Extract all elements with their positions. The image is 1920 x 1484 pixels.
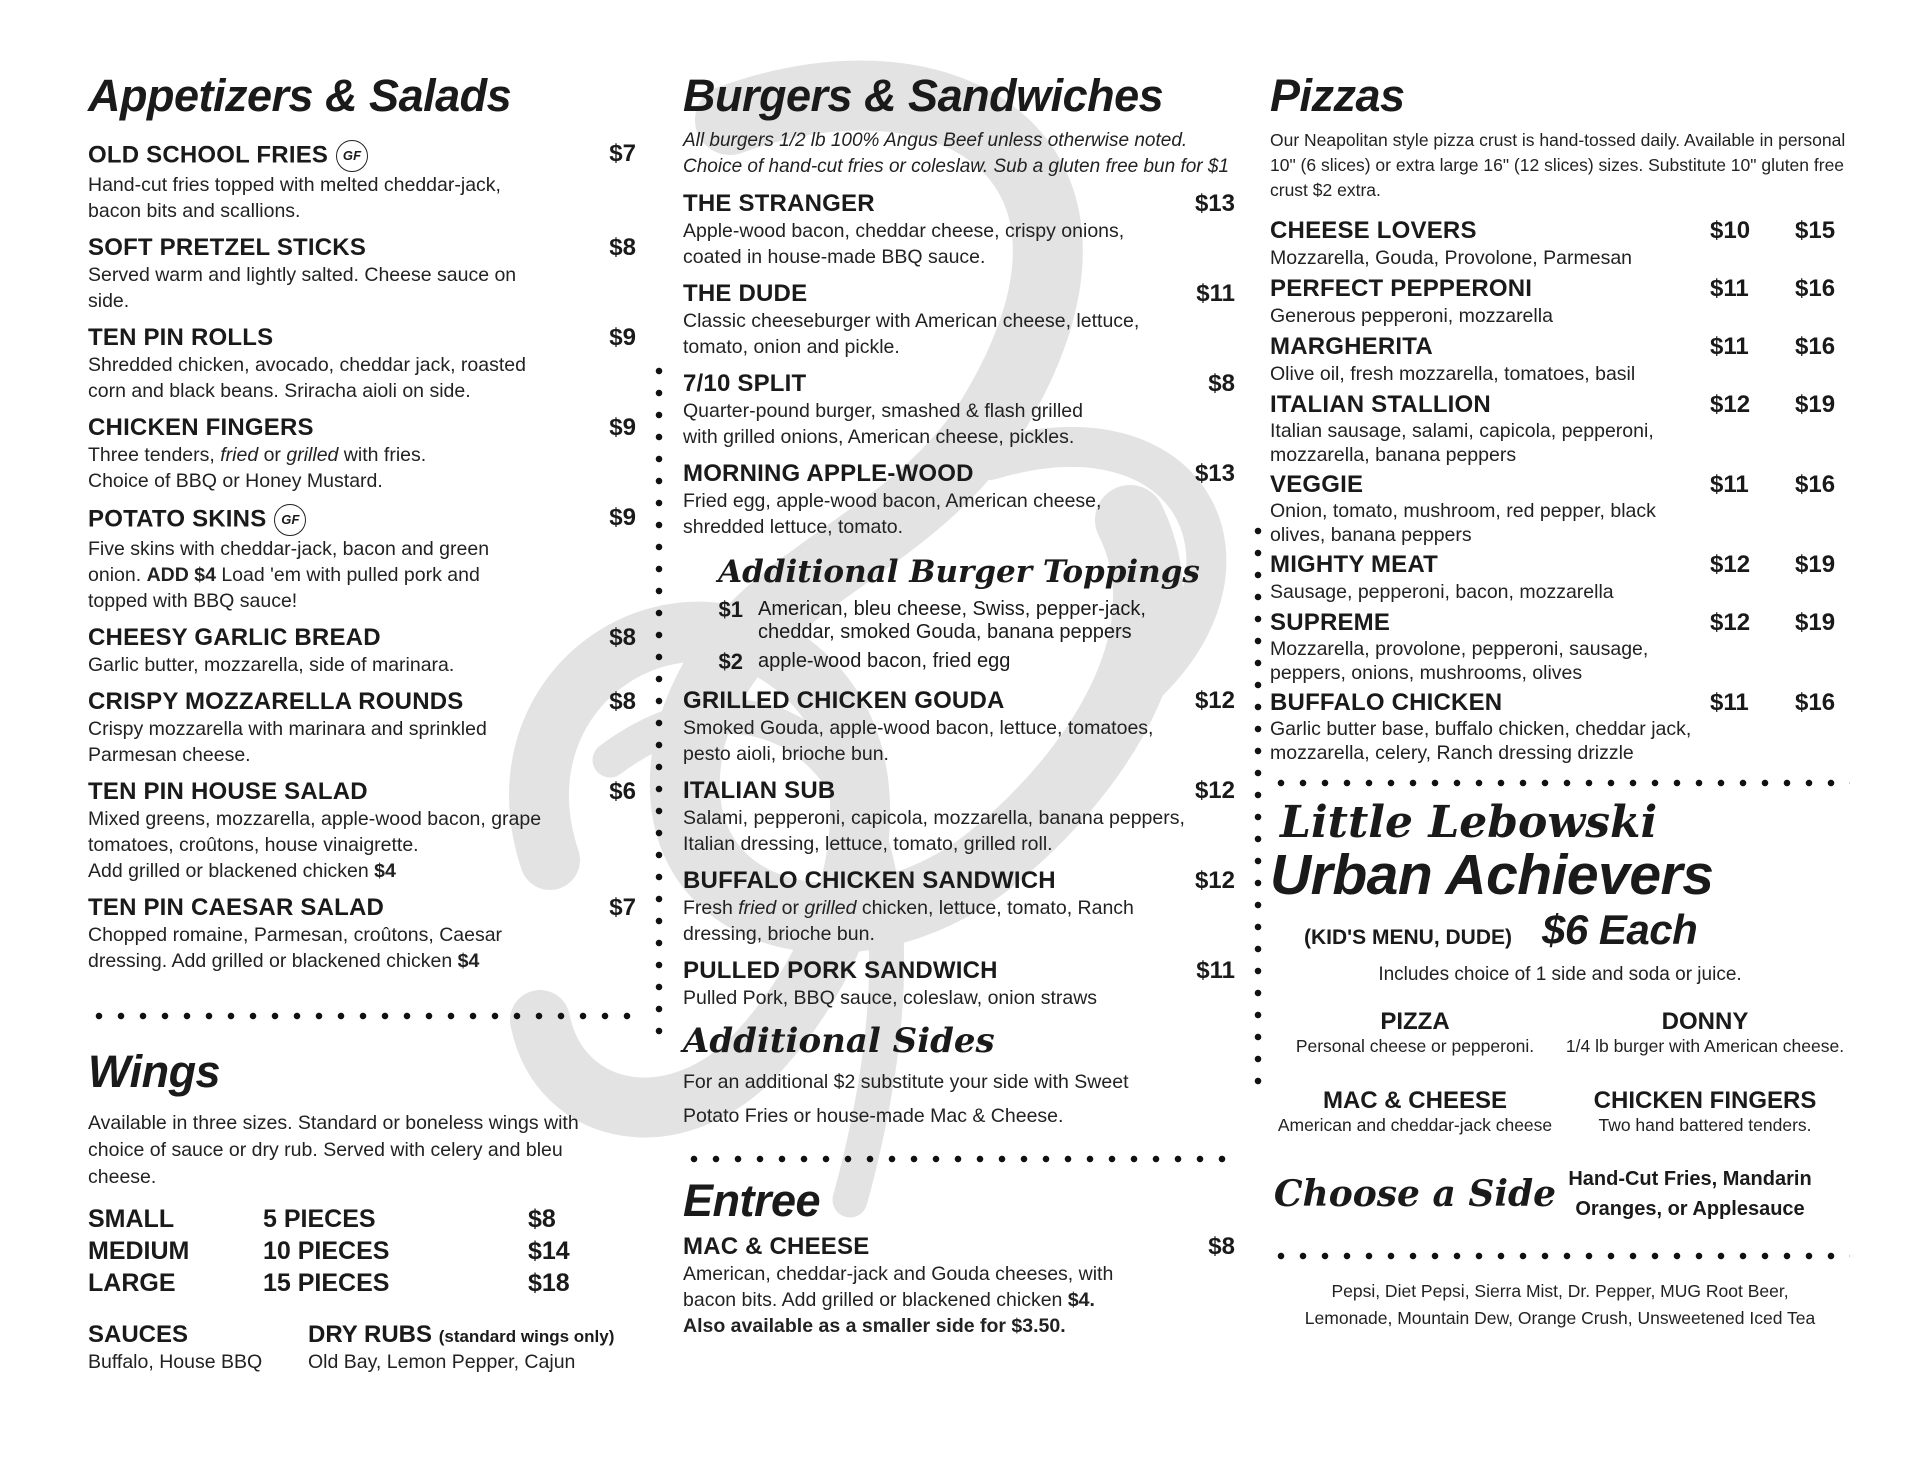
price-large: $19: [1795, 609, 1836, 636]
item-description: Served warm and lightly salted. Cheese sauce on side.: [88, 264, 517, 312]
item-price: $8: [1208, 370, 1235, 397]
kids-script-title: Little Lebowski: [1280, 797, 1658, 848]
gluten-free-icon: GF: [336, 140, 368, 172]
price-personal: $12: [1710, 551, 1751, 578]
item-name: SUPREME: [1270, 609, 1391, 636]
menu-item: [683, 280, 1235, 360]
pizza-item: [1270, 391, 1850, 467]
menu-item: [88, 504, 636, 614]
item-description: Mixed greens, mozzarella, apple-wood bacon, grape tomatoes, croûtons, house vinaigrette.: [88, 808, 542, 856]
item-addon: Add grilled or blackened chicken $4: [88, 860, 396, 882]
item-name: 7/10 SPLIT: [683, 370, 807, 397]
item-price: $13: [1194, 460, 1235, 487]
side-options: Hand-Cut Fries, Mandarin Oranges, or Applesauce: [1568, 1168, 1812, 1220]
pizza-item: [1270, 471, 1850, 547]
topping-price: $2: [718, 649, 743, 674]
topping-price: $1: [718, 597, 743, 622]
item-name: CHICKEN FINGERS: [88, 414, 314, 441]
menu-item: [88, 624, 636, 678]
price-personal: $11: [1710, 275, 1749, 302]
item-name: ITALIAN STALLION: [1270, 391, 1491, 418]
item-name: PIZZA: [1380, 1008, 1450, 1035]
topping-list: American, bleu cheese, Swiss, pepper-jack, cheddar, smoked Gouda, banana peppers: [758, 598, 1146, 643]
sauces-list: Buffalo, House BBQ: [88, 1351, 263, 1373]
item-description: Onion, tomato, mushroom, red pepper, black olives, banana peppers: [1270, 500, 1656, 546]
pizza-item: [1270, 551, 1850, 605]
price-personal: $10: [1710, 217, 1751, 244]
price-large: $19: [1795, 391, 1836, 418]
wings-title: Wings: [88, 1046, 221, 1097]
pizzas-title: Pizzas: [1270, 70, 1405, 121]
item-name: THE DUDE: [683, 280, 808, 307]
pizza-item: [1270, 217, 1850, 271]
item-name: GRILLED CHICKEN GOUDA: [683, 687, 1005, 714]
item-name: TEN PIN CAESAR SALAD: [88, 894, 385, 921]
section-divider: [88, 1012, 636, 1020]
item-name: CHICKEN FINGERS: [1593, 1087, 1817, 1114]
item-description: Garlic butter, mozzarella, side of marinara.: [88, 654, 455, 676]
menu-item: [88, 324, 636, 404]
item-description: Apple-wood bacon, cheddar cheese, crispy onions, coated in house-made BBQ sauce.: [683, 220, 1125, 268]
wing-size: MEDIUM: [88, 1237, 190, 1265]
column-burgers: [683, 70, 1235, 1349]
price-personal: $12: [1710, 391, 1751, 418]
item-description: Olive oil, fresh mozzarella, tomatoes, basil: [1270, 363, 1636, 385]
column-appetizers-wings: [88, 70, 636, 1375]
price-personal: $12: [1710, 609, 1751, 636]
wings-size-table: [88, 1203, 636, 1299]
burgers-title: Burgers & Sandwiches: [683, 70, 1164, 121]
price-personal: $11: [1710, 689, 1749, 716]
wing-pieces: 5 PIECES: [263, 1205, 376, 1233]
rubs-label: DRY RUBS: [308, 1321, 433, 1348]
item-name: MORNING APPLE-WOOD: [683, 460, 974, 487]
item-name: THE STRANGER: [683, 190, 875, 217]
sides-description: For an additional $2 substitute your side with Sweet Potato Fries or house-made Mac & Cheese.: [683, 1071, 1129, 1127]
price-large: $16: [1795, 689, 1836, 716]
menu-item: [683, 687, 1235, 767]
item-name: ITALIAN SUB: [683, 777, 836, 804]
item-price: $8: [609, 688, 636, 715]
item-price: $11: [1196, 957, 1235, 984]
entree-title: Entree: [683, 1175, 821, 1226]
item-name: TEN PIN ROLLS: [88, 324, 274, 351]
item-description: Sausage, pepperoni, bacon, mozzarella: [1270, 581, 1614, 603]
item-name: BUFFALO CHICKEN SANDWICH: [683, 867, 1056, 894]
section-divider: [1270, 779, 1850, 787]
kids-item: [1560, 1008, 1850, 1057]
column-divider-left: [655, 360, 663, 1040]
item-name: TEN PIN HOUSE SALAD: [88, 778, 368, 805]
pizzas-description: Our Neapolitan style pizza crust is hand-tossed daily. Available in personal 10" (6 slices) or extra large 16" (12 slices) sizes. Substitute 10" gluten free crust $2 extra.: [1270, 130, 1846, 200]
price-large: $15: [1795, 217, 1836, 244]
wing-size: LARGE: [88, 1269, 176, 1297]
topping-row: [683, 598, 1235, 644]
item-name: MIGHTY MEAT: [1270, 551, 1438, 578]
menu-item: [88, 778, 636, 884]
item-description: Crispy mozzarella with marinara and sprinkled Parmesan cheese.: [88, 718, 487, 766]
wing-price: $8: [528, 1205, 556, 1233]
pizza-item: [1270, 275, 1850, 329]
kids-includes: Includes choice of 1 side and soda or juice.: [1378, 964, 1742, 985]
rubs-note: (standard wings only): [438, 1327, 615, 1346]
item-name: DONNY: [1661, 1008, 1749, 1035]
pizza-item: [1270, 689, 1850, 765]
item-price: $12: [1194, 867, 1235, 894]
item-description: Mozzarella, Gouda, Provolone, Parmesan: [1270, 247, 1633, 269]
sauces-label: SAUCES: [88, 1321, 189, 1348]
item-description: Personal cheese or pepperoni.: [1295, 1036, 1535, 1056]
item-name: OLD SCHOOL FRIES: [88, 141, 329, 169]
item-description: American, cheddar-jack and Gouda cheeses, with bacon bits. Add grilled or blackened chicken $4.: [683, 1263, 1114, 1311]
menu-item: [683, 1233, 1235, 1339]
item-description: Generous pepperoni, mozzarella: [1270, 305, 1553, 327]
item-name: CHEESY GARLIC BREAD: [88, 624, 381, 651]
item-price: $9: [609, 504, 636, 531]
item-description: Smoked Gouda, apple-wood bacon, lettuce, tomatoes, pesto aioli, brioche bun.: [683, 717, 1154, 765]
item-description: Two hand battered tenders.: [1598, 1115, 1812, 1135]
item-name: MARGHERITA: [1270, 333, 1433, 360]
item-description: 1/4 lb burger with American cheese.: [1565, 1036, 1845, 1056]
menu-item: [88, 894, 636, 974]
item-price: $6: [609, 778, 636, 805]
menu-item: [683, 190, 1235, 270]
burgers-note: All burgers 1/2 lb 100% Angus Beef unless otherwise noted. Choice of hand-cut fries or coleslaw. Sub a gluten free bun for $1: [683, 130, 1230, 177]
menu-item: [683, 777, 1235, 857]
item-price: $8: [609, 624, 636, 651]
item-description: Quarter-pound burger, smashed & flash grilled with grilled onions, American cheese, pickles.: [683, 400, 1083, 448]
kids-items: [1270, 1008, 1850, 1136]
menu-item: [683, 370, 1235, 450]
toppings-title: Additional Burger Toppings: [718, 554, 1200, 590]
kids-title: Urban Achievers: [1270, 843, 1714, 907]
item-description: Chopped romaine, Parmesan, croûtons, Caesar dressing. Add grilled or blackened chicken $4: [88, 924, 503, 972]
wing-pieces: 10 PIECES: [263, 1237, 390, 1265]
column-pizzas-kids: [1270, 70, 1850, 1332]
item-description: Fried egg, apple-wood bacon, American cheese, shredded lettuce, tomato.: [683, 490, 1102, 538]
sauces-rubs: [88, 1321, 636, 1375]
item-price: $7: [609, 894, 636, 921]
item-price: $11: [1196, 280, 1235, 307]
pizza-item: [1270, 333, 1850, 387]
menu-item: [683, 867, 1235, 947]
item-price: $8: [1208, 1233, 1235, 1260]
kids-price: $6 Each: [1542, 906, 1698, 953]
price-personal: $11: [1710, 471, 1749, 498]
item-description: Classic cheeseburger with American cheese, lettuce, tomato, onion and pickle.: [683, 310, 1140, 358]
kids-subtitle: (KID'S MENU, DUDE): [1304, 926, 1512, 949]
item-name: PERFECT PEPPERONI: [1270, 275, 1533, 302]
section-divider: [1270, 1252, 1850, 1260]
price-large: $16: [1795, 471, 1836, 498]
item-price: $7: [609, 140, 636, 167]
item-price: $13: [1194, 190, 1235, 217]
item-description: Salami, pepperoni, capicola, mozzarella, banana peppers, Italian dressing, lettuce, tomato, grilled roll.: [683, 807, 1185, 855]
item-name: BUFFALO CHICKEN: [1270, 689, 1503, 716]
pizza-item: [1270, 609, 1850, 685]
wing-pieces: 15 PIECES: [263, 1269, 390, 1297]
item-description: Three tenders, fried or grilled with fries. Choice of BBQ or Honey Mustard.: [88, 444, 427, 492]
price-personal: $11: [1710, 333, 1749, 360]
kids-item: [1270, 1087, 1560, 1136]
item-price: $9: [609, 414, 636, 441]
topping-row: [683, 650, 1235, 673]
price-large: $16: [1795, 333, 1836, 360]
item-description: Hand-cut fries topped with melted cheddar-jack, bacon bits and scallions.: [88, 174, 501, 222]
rubs-list: Old Bay, Lemon Pepper, Cajun: [308, 1351, 576, 1373]
menu-item: [88, 414, 636, 494]
menu-item: [88, 688, 636, 768]
item-price: $12: [1194, 687, 1235, 714]
wing-size: SMALL: [88, 1205, 175, 1233]
menu-item: [683, 460, 1235, 540]
item-name: MAC & CHEESE: [683, 1233, 870, 1260]
drinks-list: Pepsi, Diet Pepsi, Sierra Mist, Dr. Pepper, MUG Root Beer, Lemonade, Mountain Dew, Orange Crush, Unsweetened Iced Tea: [1304, 1281, 1816, 1328]
choose-side-title: Choose a Side: [1273, 1173, 1557, 1215]
item-name: CRISPY MOZZARELLA ROUNDS: [88, 688, 464, 715]
topping-list: apple-wood bacon, fried egg: [758, 650, 1011, 672]
item-price: $12: [1194, 777, 1235, 804]
wing-price: $18: [528, 1269, 570, 1297]
menu-item: [88, 234, 636, 314]
price-large: $19: [1795, 551, 1836, 578]
menu-item: [683, 957, 1235, 1011]
sides-title: Additional Sides: [683, 1021, 995, 1061]
kids-item: [1270, 1008, 1560, 1057]
item-description: Italian sausage, salami, capicola, pepperoni, mozzarella, banana peppers: [1270, 420, 1654, 466]
price-large: $16: [1795, 275, 1836, 302]
item-description: American and cheddar-jack cheese: [1277, 1115, 1553, 1135]
item-name: VEGGIE: [1270, 471, 1364, 498]
item-description: Pulled Pork, BBQ sauce, coleslaw, onion straws: [683, 987, 1098, 1009]
item-name: POTATO SKINS: [88, 505, 267, 533]
item-description: Fresh fried or grilled chicken, lettuce, tomato, Ranch dressing, brioche bun.: [683, 897, 1134, 945]
item-name: PULLED PORK SANDWICH: [683, 957, 998, 984]
item-name: SOFT PRETZEL STICKS: [88, 234, 367, 261]
item-name: CHEESE LOVERS: [1270, 217, 1477, 244]
item-description: Shredded chicken, avocado, cheddar jack, roasted corn and black beans. Sriracha aioli on side.: [88, 354, 526, 402]
section-divider: [683, 1155, 1235, 1163]
wing-price: $14: [528, 1237, 570, 1265]
item-addon: Also available as a smaller side for $3.50.: [683, 1315, 1066, 1337]
item-name: MAC & CHEESE: [1322, 1087, 1508, 1114]
appetizers-title: Appetizers & Salads: [88, 70, 512, 121]
item-description: Mozzarella, provolone, pepperoni, sausage, peppers, onions, mushrooms, olives: [1270, 638, 1649, 684]
menu-item: [88, 140, 636, 224]
kids-item: [1560, 1087, 1850, 1136]
item-price: $9: [609, 324, 636, 351]
gluten-free-icon: GF: [274, 504, 306, 536]
item-description: Five skins with cheddar-jack, bacon and green onion. ADD $4 Load 'em with pulled pork and topped with BBQ sauce!: [88, 538, 490, 612]
item-price: $8: [609, 234, 636, 261]
wings-description: Available in three sizes. Standard or boneless wings with choice of sauce or dry rub. Served with celery and bleu cheese.: [88, 1112, 579, 1188]
column-divider-right: [1254, 520, 1262, 1090]
item-description: Garlic butter base, buffalo chicken, cheddar jack, mozzarella, celery, Ranch dressing drizzle: [1270, 718, 1692, 764]
